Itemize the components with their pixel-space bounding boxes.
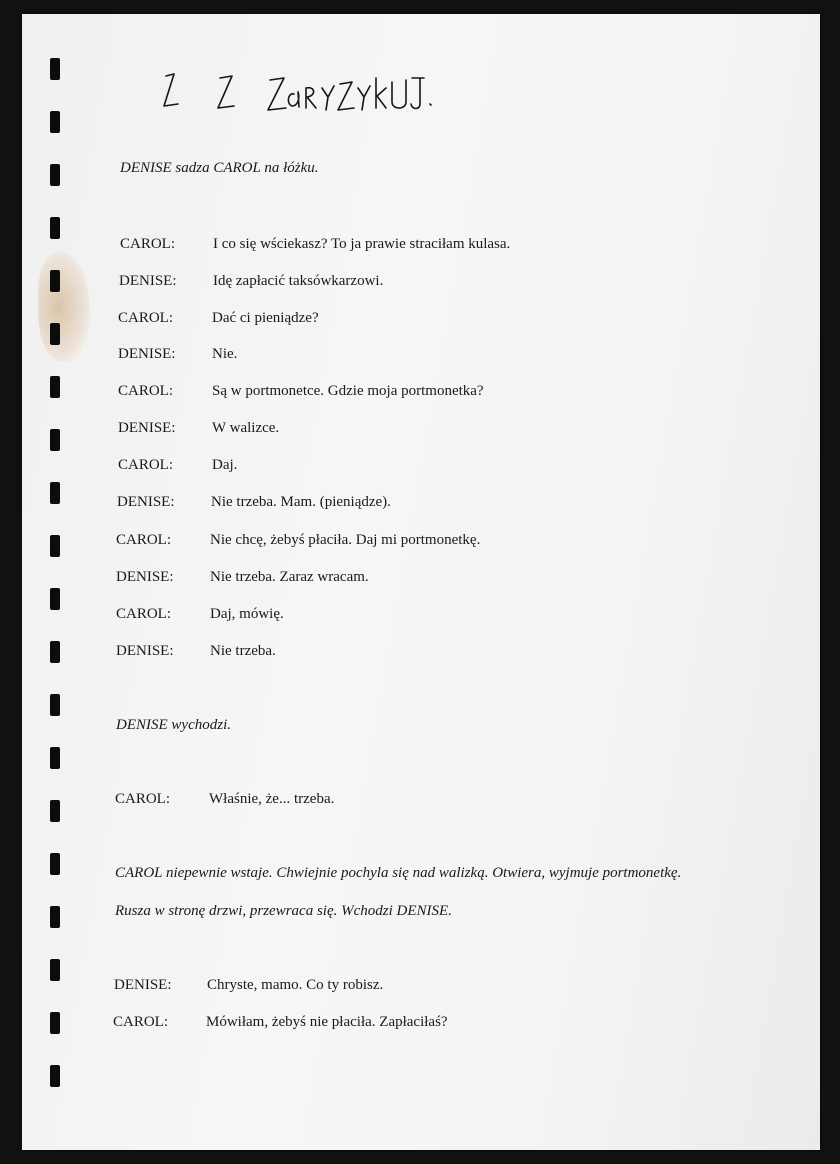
- speech-text: Właśnie, że... trzeba.: [209, 791, 335, 807]
- binding-hole: [50, 429, 60, 451]
- binding-hole: [50, 111, 60, 133]
- speaker-name: CAROL:: [115, 791, 171, 807]
- speaker-name: CAROL:: [118, 383, 174, 399]
- binding-hole: [50, 641, 60, 663]
- speaker-name: CAROL:: [113, 1014, 169, 1030]
- speech-text: Nie trzeba.: [210, 643, 276, 659]
- speech-text: Nie.: [212, 346, 238, 362]
- speaker-name: DENISE:: [119, 273, 177, 289]
- speech-text: Mówiłam, żebyś nie płaciła. Zapłaciłaś?: [206, 1014, 448, 1030]
- speech-text: Dać ci pieniądze?: [212, 310, 319, 326]
- speaker-name: DENISE:: [116, 643, 174, 659]
- speaker-name: DENISE:: [118, 420, 176, 436]
- binding-hole: [50, 376, 60, 398]
- binding-hole: [50, 959, 60, 981]
- speech-text: Chryste, mamo. Co ty robisz.: [207, 977, 384, 993]
- binding-hole: [50, 482, 60, 504]
- binding-holes: [50, 58, 64, 1118]
- stage-direction: DENISE sadza CAROL na łóżku.: [120, 160, 319, 176]
- binding-hole: [50, 164, 60, 186]
- binding-hole: [50, 323, 60, 345]
- speaker-name: CAROL:: [116, 532, 172, 548]
- speaker-name: DENISE:: [116, 569, 174, 585]
- speaker-name: DENISE:: [114, 977, 172, 993]
- speech-text: Nie trzeba. Mam. (pieniądze).: [211, 494, 391, 510]
- paper-stain: [38, 252, 90, 362]
- binding-hole: [50, 747, 60, 769]
- binding-hole: [50, 800, 60, 822]
- speaker-name: DENISE:: [118, 346, 176, 362]
- speech-text: Daj, mówię.: [210, 606, 284, 622]
- stage-direction: DENISE wychodzi.: [116, 717, 231, 733]
- speech-text: Daj.: [212, 457, 238, 473]
- speaker-name: CAROL:: [118, 310, 174, 326]
- binding-hole: [50, 270, 60, 292]
- binding-hole: [50, 906, 60, 928]
- binding-hole: [50, 58, 60, 80]
- speech-text: Idę zapłacić taksówkarzowi.: [213, 273, 384, 289]
- binding-hole: [50, 217, 60, 239]
- binding-hole: [50, 694, 60, 716]
- speech-text: Są w portmonetce. Gdzie moja portmonetka?: [212, 383, 484, 399]
- binding-hole: [50, 535, 60, 557]
- binding-hole: [50, 588, 60, 610]
- binding-hole: [50, 853, 60, 875]
- speaker-name: DENISE:: [117, 494, 175, 510]
- speech-text: W walizce.: [212, 420, 280, 436]
- speaker-name: CAROL:: [116, 606, 172, 622]
- speech-text: I co się wściekasz? To ja prawie straciłam kulasa.: [213, 236, 511, 252]
- speaker-name: CAROL:: [118, 457, 174, 473]
- binding-hole: [50, 1012, 60, 1034]
- speech-text: Nie trzeba. Zaraz wracam.: [210, 569, 369, 585]
- script-page: [22, 14, 820, 1150]
- speech-text: Nie chcę, żebyś płaciła. Daj mi portmonetkę.: [210, 532, 481, 548]
- handwritten-note: [160, 64, 500, 124]
- stage-direction: Rusza w stronę drzwi, przewraca się. Wchodzi DENISE.: [115, 903, 452, 919]
- speaker-name: CAROL:: [120, 236, 176, 252]
- binding-hole: [50, 1065, 60, 1087]
- stage-direction: CAROL niepewnie wstaje. Chwiejnie pochyla się nad walizką. Otwiera, wyjmuje portmonetkę.: [115, 865, 682, 881]
